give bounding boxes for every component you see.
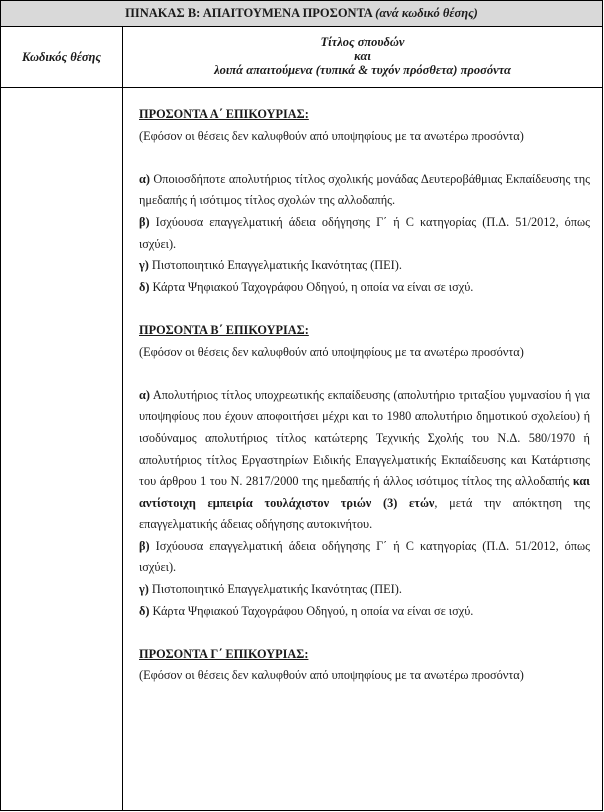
item-label: γ): [139, 258, 149, 273]
item-text: Απολυτήριος τίτλος υποχρεωτικής εκπαίδευσης (απολυτήριο τριταξίου γυμνασίου ή για υποψηφίους που έχουν αποφοιτήσει μέχρι και το 1980 απολυτήριο δημοτικού σχολείου) ή ισοδύναμος απολυτήριος τίτλος κατώτερης Τεχνικής Σχολής του Ν.Δ. 580/1970 ή απολυτήριος τίτλος Εργαστηρίων Ειδικής Επαγγελματικής Εκπαίδευσης και Κατάρτισης του άρθρου 1 του Ν. 2817/2000 της ημεδαπής ή άλλος ισότιμος τίτλος της αλλοδαπής: [139, 387, 590, 489]
column-header-qualifications: [123, 35, 602, 77]
item-text: Κάρτα Ψηφιακού Ταχογράφου Οδηγού, η οποία να είναι σε ισχύ.: [149, 603, 474, 618]
section-a-item-c: [139, 255, 590, 277]
item-label: γ): [139, 582, 149, 597]
column-header-line-1: Τίτλος σπουδών: [320, 35, 405, 49]
section-a-heading: ΠΡΟΣΟΝΤΑ Α΄ ΕΠΙΚΟΥΡΙΑΣ:: [139, 107, 309, 121]
section-a-item-b: [139, 212, 590, 255]
item-label: α): [139, 171, 150, 186]
item-text: Ισχύουσα επαγγελματική άδεια οδήγησης Γ΄ ή C κατηγορίας (Π.Δ. 51/2012, όπως ισχύει).: [139, 214, 590, 251]
section-c-heading: ΠΡΟΣΟΝΤΑ Γ΄ ΕΠΙΚΟΥΡΙΑΣ:: [139, 646, 309, 661]
section-a-item-a: [139, 169, 590, 212]
section-b-note: (Εφόσον οι θέσεις δεν καλυφθούν από υποψηφίους με τα ανωτέρω προσόντα): [139, 344, 524, 359]
item-text-tail: , μετά την απόκτηση της επαγγελματικής άδειας οδήγησης αυτοκινήτου.: [139, 495, 590, 532]
item-text: Οποιοσδήποτε απολυτήριος τίτλος σχολικής μονάδας Δευτεροβάθμιας Εκπαίδευσης της ημεδαπής ή ισότιμος τίτλος σχολών της αλλοδαπής.: [139, 171, 590, 208]
section-b-item-a: [139, 385, 590, 536]
item-label: β): [139, 538, 150, 553]
section-a-note: (Εφόσον οι θέσεις δεν καλυφθούν από υποψηφίους με τα ανωτέρω προσόντα): [139, 128, 524, 143]
section-b-item-b: [139, 536, 590, 579]
section-c-note: (Εφόσον οι θέσεις δεν καλυφθούν από υποψηφίους με τα ανωτέρω προσόντα): [139, 668, 524, 683]
column-header-line-2: και: [354, 49, 371, 63]
item-text: Πιστοποιητικό Επαγγελματικής Ικανότητας (ΠΕΙ).: [148, 258, 402, 273]
section-a-item-d: [139, 277, 590, 299]
table-title-sub: (ανά κωδικό θέσης): [375, 6, 478, 20]
table-header-row: [1, 27, 602, 88]
item-text: Πιστοποιητικό Επαγγελματικής Ικανότητας (ΠΕΙ).: [148, 582, 402, 597]
qualifications-cell: [139, 104, 590, 687]
item-text: Κάρτα Ψηφιακού Ταχογράφου Οδηγού, η οποία να είναι σε ισχύ.: [149, 279, 474, 294]
item-label: δ): [139, 603, 150, 618]
section-b-heading: ΠΡΟΣΟΝΤΑ Β΄ ΕΠΙΚΟΥΡΙΑΣ:: [139, 322, 309, 337]
table-title-main: ΠΙΝΑΚΑΣ Β: ΑΠΑΙΤΟΥΜΕΝΑ ΠΡΟΣΟΝΤΑ: [125, 6, 373, 20]
table-title: [1, 1, 602, 27]
item-text: Ισχύουσα επαγγελματική άδεια οδήγησης Γ΄ ή C κατηγορίας (Π.Δ. 51/2012, όπως ισχύει).: [139, 538, 590, 575]
item-label: δ): [139, 279, 150, 294]
column-header-line-3: λοιπά απαιτούμενα (τυπικά & τυχόν πρόσθετα) προσόντα: [214, 63, 511, 77]
section-b-item-c: [139, 579, 590, 601]
column-divider: [122, 27, 123, 810]
item-label: α): [139, 387, 150, 402]
column-header-code: Κωδικός θέσης: [22, 49, 101, 64]
item-label: β): [139, 214, 150, 229]
section-b-item-d: [139, 601, 590, 623]
item-bold-text: και αντίστοιχη εμπειρία τουλάχιστον τριών (3) ετών: [139, 474, 590, 510]
